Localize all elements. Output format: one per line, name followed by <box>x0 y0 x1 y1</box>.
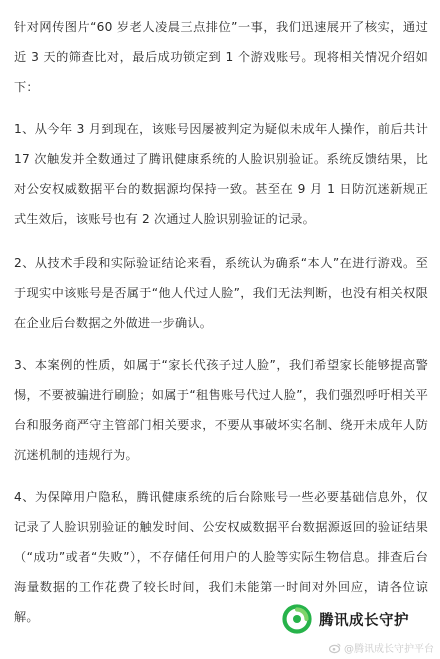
intro-paragraph: 针对网传图片“60 岁老人凌晨三点排位”一事，我们迅速展开了核实，通过近 3 天的筛查比对，最后成功锁定到 1 个游戏账号。现将相关情况介绍如下： <box>14 20 428 94</box>
watermark-text: @腾讯成长守护平台 <box>344 644 434 655</box>
statement-document <box>14 12 428 632</box>
brand-name: 腾讯成长守护 <box>319 612 409 629</box>
paragraph-1: 1、从今年 3 月到现在，该账号因屡被判定为疑似未成年人操作，前后共计 17 次触发并全数通过了腾讯健康系统的人脸识别验证。系统反馈结果，比对公安权威数据平台的数据源均保持一致。甚至在 9 月 1 日防沉迷新规正式生效后，该账号也有 2 次通过人脸识别验证的记录。 <box>14 122 428 226</box>
weibo-watermark <box>329 640 434 655</box>
weibo-logo-icon <box>329 642 341 654</box>
green-shield-ring-icon <box>282 604 312 634</box>
paragraph-2: 2、从技术手段和实际验证结论来看，系统认为确系“本人”在进行游戏。至于现实中该账号是否属于“他人代过人脸”，我们无法判断，也没有相关权限在企业后台数据之外做进一步确认。 <box>14 256 428 330</box>
paragraph-4: 4、为保障用户隐私，腾讯健康系统的后台除账号一些必要基础信息外，仅记录了人脸识别验证的触发时间、公安权威数据平台数据源返回的验证结果（“成功”或者“失败”），不存储任何用户的人脸等实际生物信息。排查后台海量数据的工作花费了较长时间，我们未能第一时间对外回应，请各位谅解。 <box>14 490 428 624</box>
brand-logo <box>282 604 409 634</box>
paragraph-3: 3、本案例的性质，如属于“家长代孩子过人脸”，我们希望家长能够提高警惕，不要被骗进行刷脸；如属于“租售账号代过人脸”，我们强烈呼吁相关平台和服务商严守主管部门相关要求，不要从事破坏实名制、绕开未成年人防沉迷机制的违规行为。 <box>14 358 428 462</box>
